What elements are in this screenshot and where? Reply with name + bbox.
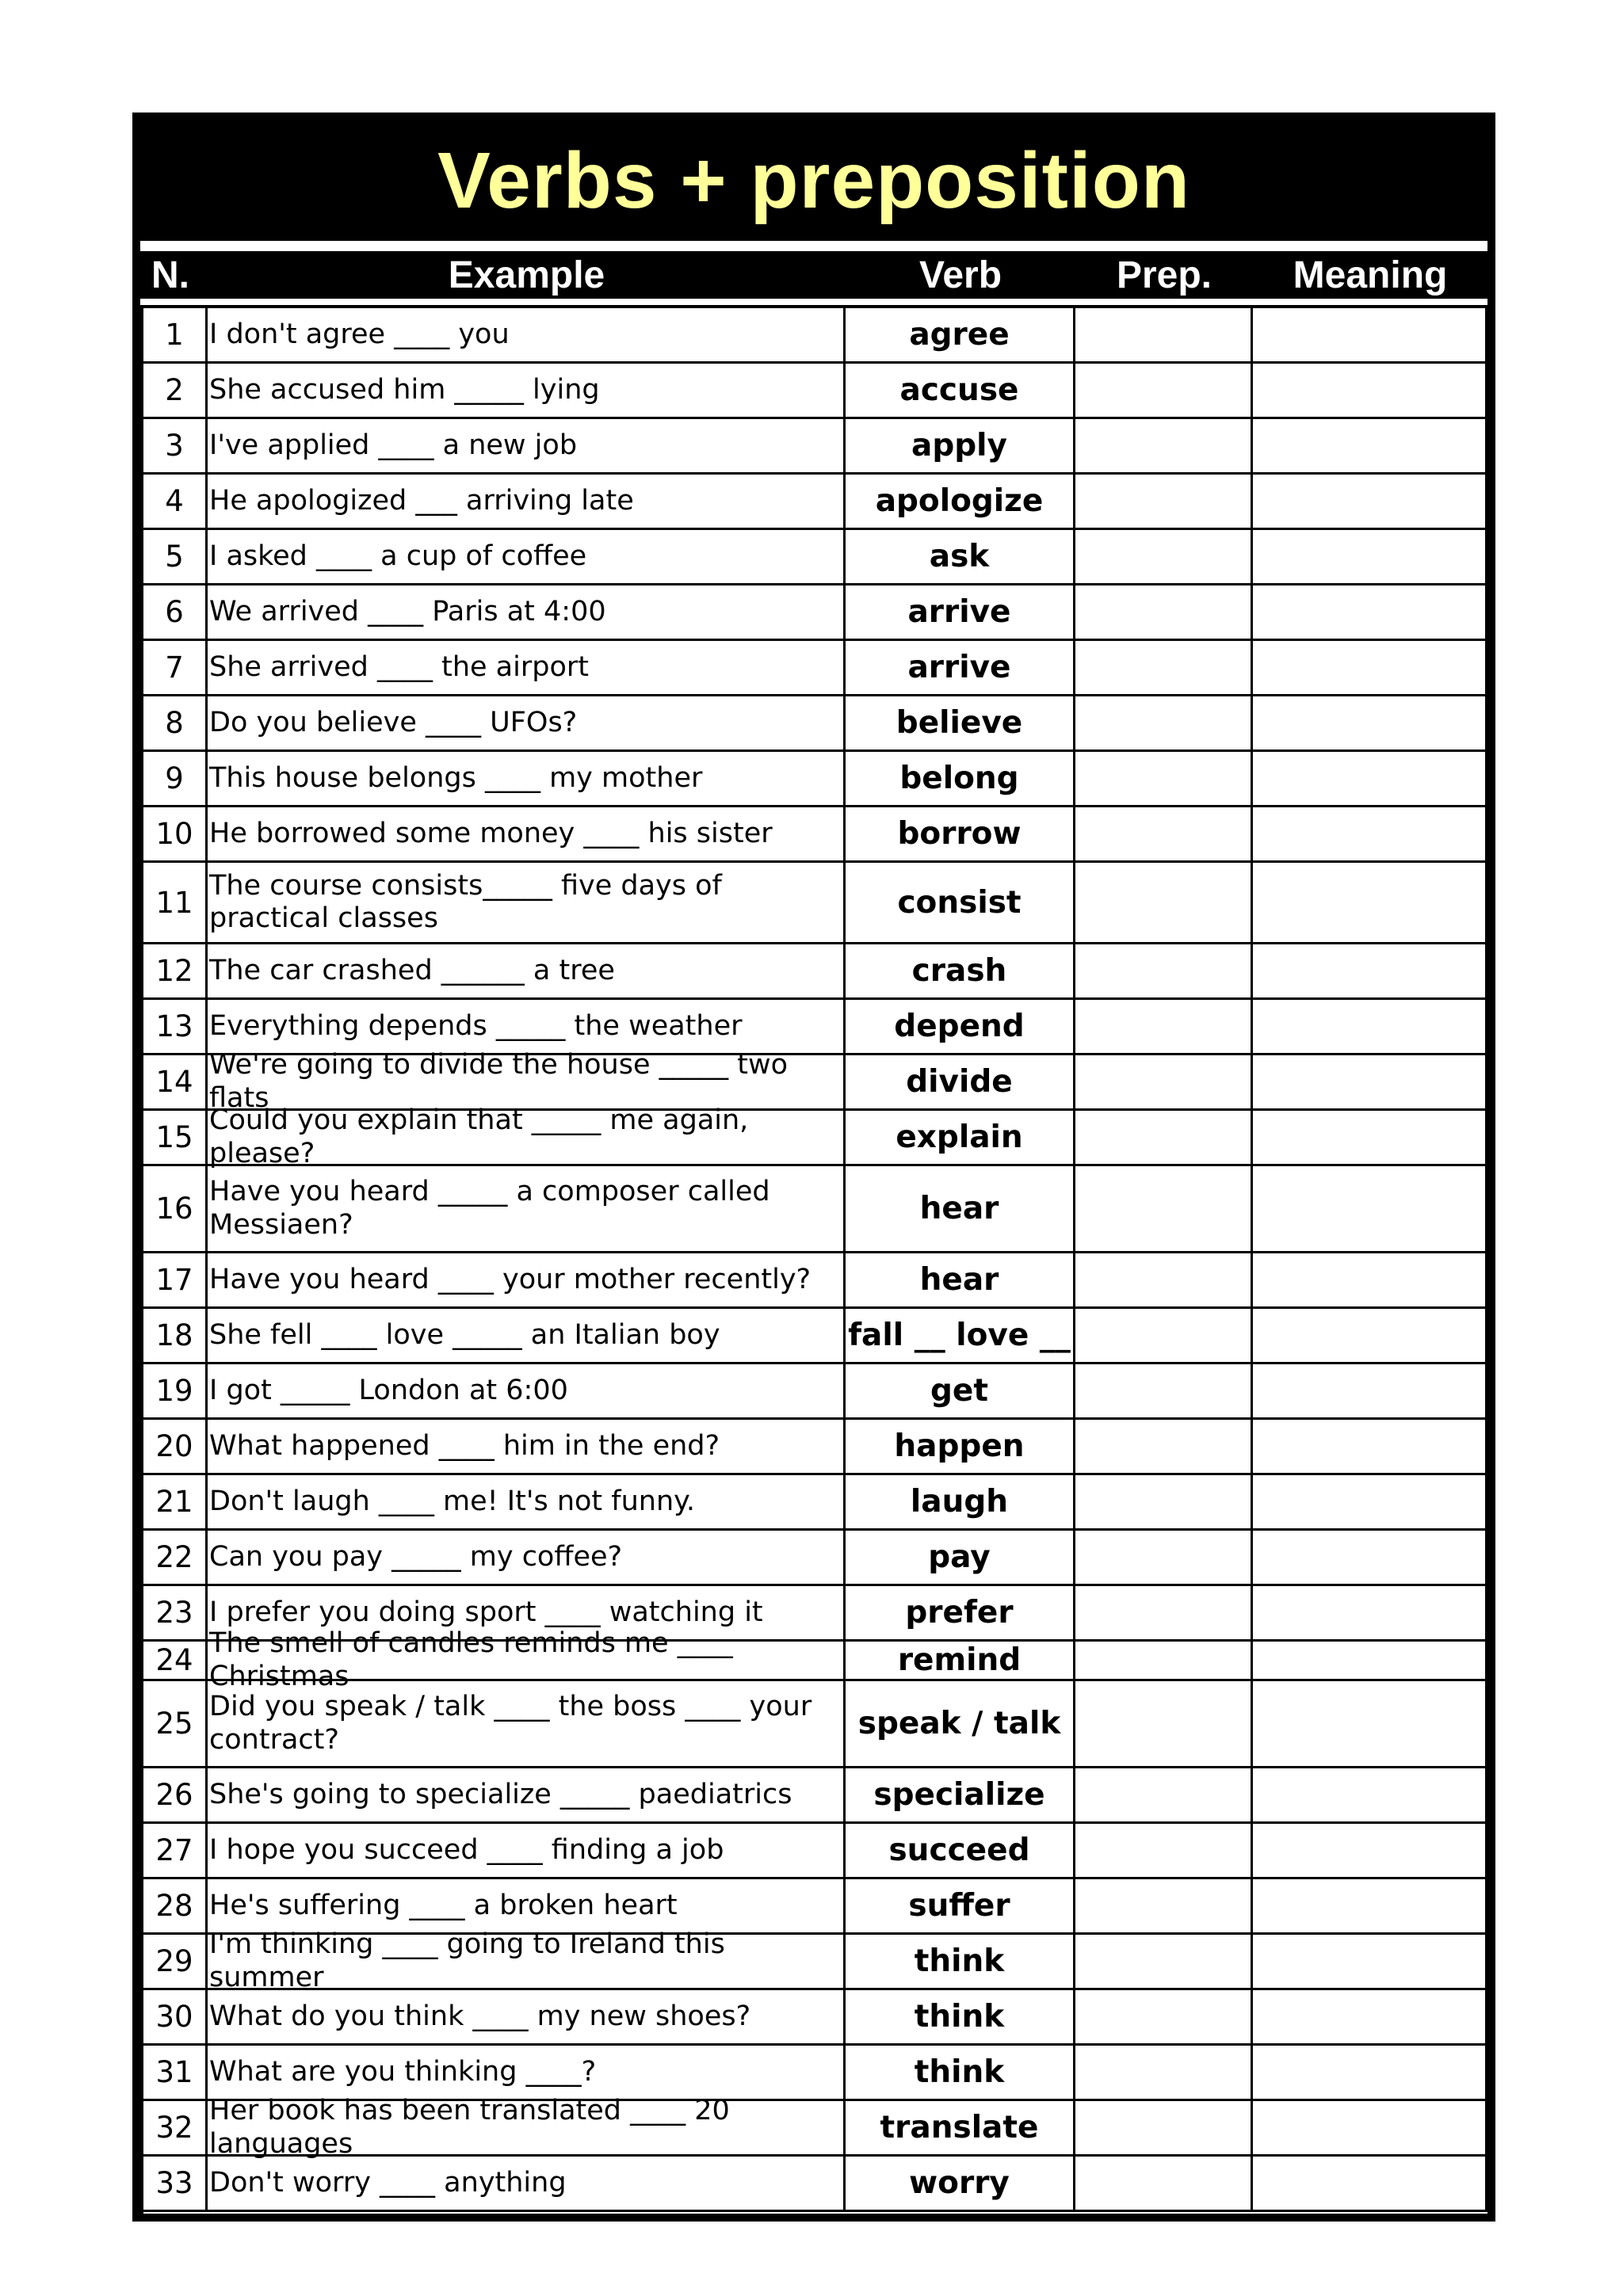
row-verb: laugh xyxy=(846,1475,1075,1531)
table-row xyxy=(143,1049,1487,1114)
table-row xyxy=(143,1990,1487,2046)
row-meaning-blank[interactable] xyxy=(1253,530,1487,585)
table-row xyxy=(143,944,1487,1000)
row-verb: think xyxy=(846,1990,1075,2046)
row-example: The car crashed ______ a tree xyxy=(208,944,846,1000)
row-prep-blank[interactable] xyxy=(1075,2157,1253,2212)
row-prep-blank[interactable] xyxy=(1075,1309,1253,1364)
row-prep-blank[interactable] xyxy=(1075,807,1253,863)
row-verb: pay xyxy=(846,1531,1075,1586)
row-example: I hope you succeed ____ finding a job xyxy=(208,1824,846,1879)
table-row xyxy=(143,752,1487,807)
table-row xyxy=(143,1000,1487,1055)
row-example: This house belongs ____ my mother xyxy=(208,752,846,807)
row-verb: specialize xyxy=(846,1768,1075,1824)
row-meaning-blank[interactable] xyxy=(1253,944,1487,1000)
table-row xyxy=(143,1364,1487,1420)
row-number: 20 xyxy=(143,1420,208,1475)
row-verb: fall __ love __ xyxy=(846,1309,1075,1364)
row-verb: think xyxy=(846,1935,1075,1990)
row-number: 14 xyxy=(143,1055,208,1111)
row-example: What are you thinking ____? xyxy=(208,2046,846,2101)
row-example: We arrived ____ Paris at 4:00 xyxy=(208,585,846,641)
row-meaning-blank[interactable] xyxy=(1253,1111,1487,1166)
table-row xyxy=(143,1627,1487,1692)
row-example: She fell ____ love _____ an Italian boy xyxy=(208,1309,846,1364)
table-row xyxy=(143,308,1487,364)
row-prep-blank[interactable] xyxy=(1075,1768,1253,1824)
row-number: 12 xyxy=(143,944,208,1000)
row-prep-blank[interactable] xyxy=(1075,475,1253,530)
row-verb: translate xyxy=(846,2101,1075,2157)
table-row xyxy=(143,807,1487,863)
row-number: 27 xyxy=(143,1824,208,1879)
row-example: Can you pay _____ my coffee? xyxy=(208,1531,846,1586)
table-row xyxy=(143,641,1487,696)
row-verb: consist xyxy=(846,863,1075,944)
row-verb: belong xyxy=(846,752,1075,807)
row-meaning-blank[interactable] xyxy=(1253,1990,1487,2046)
row-prep-blank[interactable] xyxy=(1075,1824,1253,1879)
row-meaning-blank[interactable] xyxy=(1253,1642,1487,1681)
row-example: I don't agree ____ you xyxy=(208,308,846,364)
row-verb: arrive xyxy=(846,585,1075,641)
table-row xyxy=(143,364,1487,419)
row-meaning-blank[interactable] xyxy=(1253,1824,1487,1879)
row-number: 6 xyxy=(143,585,208,641)
row-example: I got _____ London at 6:00 xyxy=(208,1364,846,1420)
row-verb: crash xyxy=(846,944,1075,1000)
row-verb: accuse xyxy=(846,364,1075,419)
row-verb: arrive xyxy=(846,641,1075,696)
row-verb: worry xyxy=(846,2157,1075,2212)
row-number: 5 xyxy=(143,530,208,585)
table-row xyxy=(143,1879,1487,1935)
row-verb: explain xyxy=(846,1111,1075,1166)
row-example: I'm thinking ____ going to Ireland this summer xyxy=(208,1935,846,1990)
row-verb: believe xyxy=(846,696,1075,752)
row-example: He's suffering ____ a broken heart xyxy=(208,1879,846,1935)
row-number: 19 xyxy=(143,1364,208,1420)
row-number: 24 xyxy=(143,1642,208,1681)
row-number: 11 xyxy=(143,863,208,944)
row-number: 3 xyxy=(143,419,208,475)
row-meaning-blank[interactable] xyxy=(1253,752,1487,807)
row-prep-blank[interactable] xyxy=(1075,752,1253,807)
table-row xyxy=(143,1166,1487,1253)
row-meaning-blank[interactable] xyxy=(1253,1879,1487,1935)
row-number: 13 xyxy=(143,1000,208,1055)
table-row xyxy=(143,475,1487,530)
row-prep-blank[interactable] xyxy=(1075,863,1253,944)
row-example: Everything depends _____ the weather xyxy=(208,1000,846,1055)
row-example: Her book has been translated ____ 20 languages xyxy=(208,2101,846,2157)
table-row xyxy=(143,1928,1487,1993)
table-row xyxy=(143,1681,1487,1768)
row-example: Do you believe ____ UFOs? xyxy=(208,696,846,752)
row-meaning-blank[interactable] xyxy=(1253,1309,1487,1364)
row-example: She arrived ____ the airport xyxy=(208,641,846,696)
row-number: 31 xyxy=(143,2046,208,2101)
row-prep-blank[interactable] xyxy=(1075,1531,1253,1586)
row-meaning-blank[interactable] xyxy=(1253,696,1487,752)
row-meaning-blank[interactable] xyxy=(1253,1475,1487,1531)
row-prep-blank[interactable] xyxy=(1075,1420,1253,1475)
row-prep-blank[interactable] xyxy=(1075,1935,1253,1990)
row-meaning-blank[interactable] xyxy=(1253,1768,1487,1824)
row-example: Don't worry ____ anything xyxy=(208,2157,846,2212)
row-meaning-blank[interactable] xyxy=(1253,1586,1487,1642)
row-verb: apply xyxy=(846,419,1075,475)
header-example: Example xyxy=(448,254,605,296)
row-number: 23 xyxy=(143,1586,208,1642)
row-number: 25 xyxy=(143,1681,208,1768)
row-verb: divide xyxy=(846,1055,1075,1111)
table-row xyxy=(143,1309,1487,1364)
row-verb: prefer xyxy=(846,1586,1075,1642)
row-number: 33 xyxy=(143,2157,208,2212)
row-example: She's going to specialize _____ paediatrics xyxy=(208,1768,846,1824)
row-meaning-blank[interactable] xyxy=(1253,1681,1487,1768)
header-prep: Prep. xyxy=(1116,254,1212,296)
row-meaning-blank[interactable] xyxy=(1253,1000,1487,1055)
row-verb: apologize xyxy=(846,475,1075,530)
row-meaning-blank[interactable] xyxy=(1253,1166,1487,1253)
row-prep-blank[interactable] xyxy=(1075,1990,1253,2046)
row-example: Could you explain that _____ me again, please? xyxy=(208,1111,846,1166)
exercise-table xyxy=(140,305,1487,2214)
row-meaning-blank[interactable] xyxy=(1253,863,1487,944)
row-verb: ask xyxy=(846,530,1075,585)
row-meaning-blank[interactable] xyxy=(1253,1364,1487,1420)
row-meaning-blank[interactable] xyxy=(1253,1055,1487,1111)
table-row xyxy=(143,1420,1487,1475)
row-meaning-blank[interactable] xyxy=(1253,1531,1487,1586)
worksheet xyxy=(132,113,1495,2222)
row-number: 8 xyxy=(143,696,208,752)
row-prep-blank[interactable] xyxy=(1075,1000,1253,1055)
page-title: Verbs + preposition xyxy=(437,136,1190,225)
row-meaning-blank[interactable] xyxy=(1253,2101,1487,2157)
row-meaning-blank[interactable] xyxy=(1253,1420,1487,1475)
row-prep-blank[interactable] xyxy=(1075,308,1253,364)
table-row xyxy=(143,1768,1487,1824)
row-prep-blank[interactable] xyxy=(1075,1364,1253,1420)
row-number: 30 xyxy=(143,1990,208,2046)
row-meaning-blank[interactable] xyxy=(1253,1935,1487,1990)
row-prep-blank[interactable] xyxy=(1075,585,1253,641)
title-bar xyxy=(140,120,1487,241)
row-example: The course consists_____ five days of practical classes xyxy=(208,863,846,944)
row-example: I asked ____ a cup of coffee xyxy=(208,530,846,585)
row-meaning-blank[interactable] xyxy=(1253,1253,1487,1309)
row-example: What happened ____ him in the end? xyxy=(208,1420,846,1475)
row-meaning-blank[interactable] xyxy=(1253,641,1487,696)
row-example: He apologized ___ arriving late xyxy=(208,475,846,530)
row-prep-blank[interactable] xyxy=(1075,1681,1253,1768)
row-example: Don't laugh ____ me! It's not funny. xyxy=(208,1475,846,1531)
row-meaning-blank[interactable] xyxy=(1253,2046,1487,2101)
table-row xyxy=(143,1253,1487,1309)
header-verb: Verb xyxy=(918,254,1002,296)
table-row xyxy=(143,585,1487,641)
row-meaning-blank[interactable] xyxy=(1253,475,1487,530)
header-number: N. xyxy=(151,254,189,296)
row-example: Have you heard ____ your mother recently? xyxy=(208,1253,846,1309)
row-example: I prefer you doing sport ____ watching it xyxy=(208,1586,846,1642)
row-verb: remind xyxy=(846,1642,1075,1681)
row-meaning-blank[interactable] xyxy=(1253,2157,1487,2212)
row-prep-blank[interactable] xyxy=(1075,1879,1253,1935)
row-example: We're going to divide the house _____ two flats xyxy=(208,1055,846,1111)
row-verb: speak / talk xyxy=(846,1681,1075,1768)
table-row xyxy=(143,696,1487,752)
table-row xyxy=(143,1531,1487,1586)
row-prep-blank[interactable] xyxy=(1075,1642,1253,1681)
row-prep-blank[interactable] xyxy=(1075,364,1253,419)
row-example: Have you heard _____ a composer called Messiaen? xyxy=(208,1166,846,1253)
row-verb: hear xyxy=(846,1166,1075,1253)
row-prep-blank[interactable] xyxy=(1075,1586,1253,1642)
row-meaning-blank[interactable] xyxy=(1253,364,1487,419)
row-prep-blank[interactable] xyxy=(1075,641,1253,696)
row-number: 7 xyxy=(143,641,208,696)
row-number: 16 xyxy=(143,1166,208,1253)
row-example: What do you think ____ my new shoes? xyxy=(208,1990,846,2046)
row-prep-blank[interactable] xyxy=(1075,1111,1253,1166)
row-prep-blank[interactable] xyxy=(1075,1166,1253,1253)
row-number: 21 xyxy=(143,1475,208,1531)
table-row xyxy=(143,1475,1487,1531)
table-row xyxy=(143,2157,1487,2212)
row-number: 10 xyxy=(143,807,208,863)
table-row xyxy=(143,2046,1487,2101)
table-row xyxy=(143,1104,1487,1169)
row-verb: suffer xyxy=(846,1879,1075,1935)
row-meaning-blank[interactable] xyxy=(1253,807,1487,863)
row-number: 9 xyxy=(143,752,208,807)
table-row xyxy=(143,1824,1487,1879)
row-number: 15 xyxy=(143,1111,208,1166)
row-prep-blank[interactable] xyxy=(1075,1253,1253,1309)
row-verb: borrow xyxy=(846,807,1075,863)
row-prep-blank[interactable] xyxy=(1075,944,1253,1000)
row-verb: get xyxy=(846,1364,1075,1420)
row-verb: hear xyxy=(846,1253,1075,1309)
row-verb: agree xyxy=(846,308,1075,364)
row-number: 22 xyxy=(143,1531,208,1586)
row-meaning-blank[interactable] xyxy=(1253,585,1487,641)
row-number: 18 xyxy=(143,1309,208,1364)
column-header-bar xyxy=(140,251,1487,299)
row-meaning-blank[interactable] xyxy=(1253,308,1487,364)
row-number: 17 xyxy=(143,1253,208,1309)
row-prep-blank[interactable] xyxy=(1075,696,1253,752)
row-example: He borrowed some money ____ his sister xyxy=(208,807,846,863)
row-prep-blank[interactable] xyxy=(1075,530,1253,585)
header-meaning: Meaning xyxy=(1293,254,1448,296)
table-row xyxy=(143,2095,1487,2160)
row-prep-blank[interactable] xyxy=(1075,419,1253,475)
row-verb: happen xyxy=(846,1420,1075,1475)
row-example: She accused him _____ lying xyxy=(208,364,846,419)
row-prep-blank[interactable] xyxy=(1075,1475,1253,1531)
row-number: 32 xyxy=(143,2101,208,2157)
row-meaning-blank[interactable] xyxy=(1253,419,1487,475)
table-row xyxy=(143,419,1487,475)
row-prep-blank[interactable] xyxy=(1075,2046,1253,2101)
row-prep-blank[interactable] xyxy=(1075,1055,1253,1111)
row-verb: depend xyxy=(846,1000,1075,1055)
table-row xyxy=(143,530,1487,585)
row-number: 28 xyxy=(143,1879,208,1935)
row-example: The smell of candles reminds me ____ Christmas xyxy=(208,1642,846,1681)
row-number: 2 xyxy=(143,364,208,419)
row-number: 1 xyxy=(143,308,208,364)
row-number: 29 xyxy=(143,1935,208,1990)
row-prep-blank[interactable] xyxy=(1075,2101,1253,2157)
row-number: 4 xyxy=(143,475,208,530)
table-row xyxy=(143,863,1487,944)
row-example: Did you speak / talk ____ the boss ____ your contract? xyxy=(208,1681,846,1768)
row-number: 26 xyxy=(143,1768,208,1824)
row-verb: succeed xyxy=(846,1824,1075,1879)
row-verb: think xyxy=(846,2046,1075,2101)
row-example: I've applied ____ a new job xyxy=(208,419,846,475)
